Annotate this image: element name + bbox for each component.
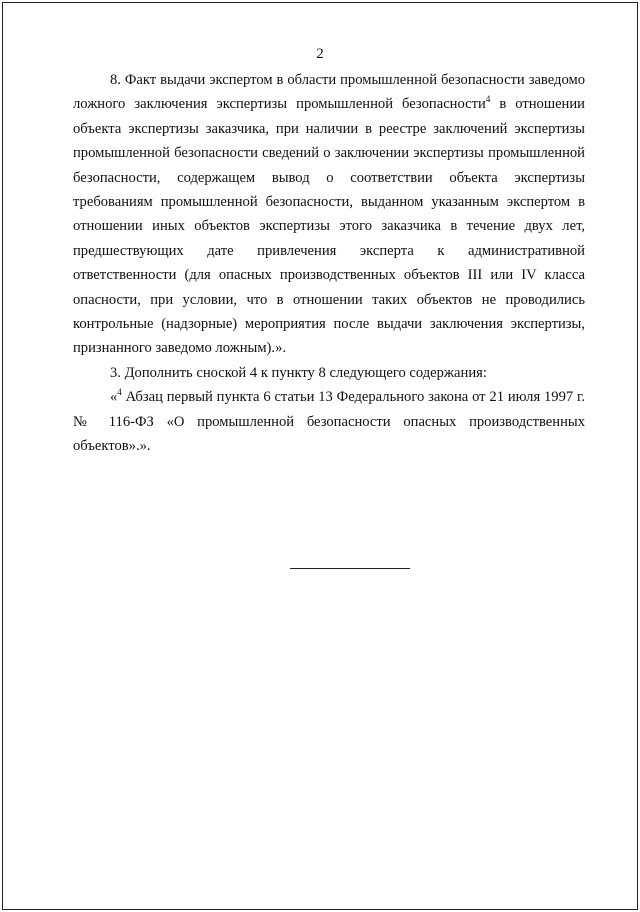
- footnote-text: [73, 385, 585, 458]
- page-number: 2: [316, 46, 324, 62]
- paragraph-8-text-end: в отношении объекта экспертизы заказчика, при наличии в реестре заключений экспертизы промышленной безопасности сведений о заключении экспертизы промышленной безопасности, содержащем вывод о соответствии объекта экспертизы требованиям промышленной безопасности, выданном указанным экспертом в отношении иных объектов экспертизы этого заказчика в течение двух лет, предшествующих дате привлечения эксперта к административной ответственности (для опасных производственных объектов III или IV класса опасности, при условии, что в отношении таких объектов не проводились контрольные (надзорные) мероприятия после выдачи заключения экспертизы, признанного заведомо ложным).».: [73, 96, 585, 357]
- paragraph-8-text-start: 8. Факт выдачи экспертом в области промышленной безопасности заведомо ложного заключения экспертизы промышленной безопасности: [73, 72, 585, 113]
- footnote-body: Абзац первый пункта 6 статьи 13 Федерального закона от 21 июля 1997 г. № 116-ФЗ «О промышленной безопасности опасных производственных объектов».».: [73, 389, 585, 455]
- footnote-open-quote: «: [110, 389, 118, 406]
- paragraph-item-3: 3. Дополнить сноской 4 к пункту 8 следующего содержания:: [110, 364, 487, 381]
- footnote-reference-4: 4: [485, 94, 491, 105]
- document-body: [73, 68, 585, 459]
- end-rule-divider: [290, 568, 410, 569]
- footnote-marker-4: 4: [117, 387, 122, 398]
- paragraph-item-8: [73, 68, 585, 361]
